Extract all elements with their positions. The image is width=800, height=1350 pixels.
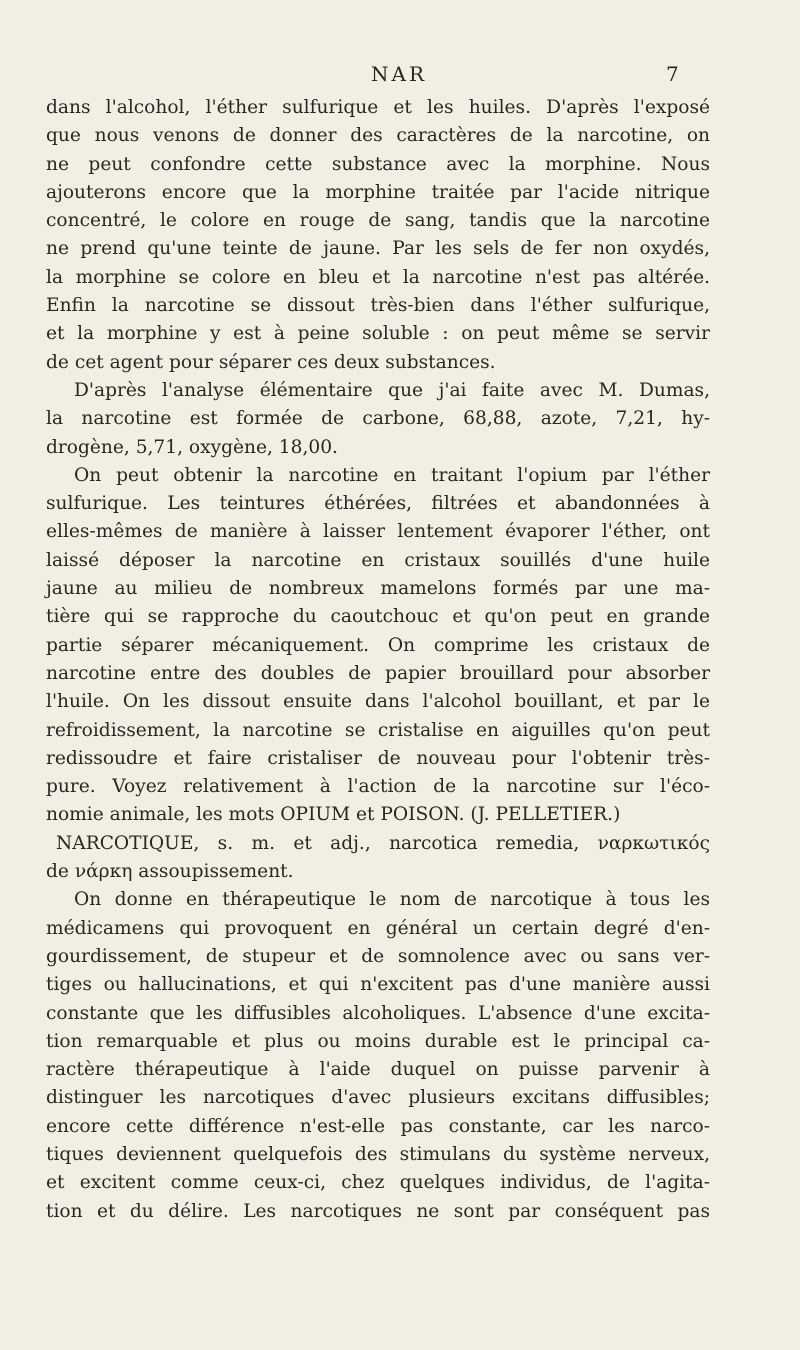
body-text bbox=[46, 94, 710, 1226]
text-line: distinguer les narcotiques d'avec plusieurs excitans diffusibles; bbox=[46, 1087, 710, 1109]
text-line: tiques deviennent quelquefois des stimulans du système nerveux, bbox=[46, 1143, 710, 1165]
text-line: ne peut confondre cette substance avec la morphine. Nous bbox=[46, 153, 710, 175]
text-line: concentré, le colore en rouge de sang, tandis que la narcotine bbox=[46, 210, 710, 232]
text-line: l'huile. On les dissout ensuite dans l'alcohol bouillant, et par le bbox=[46, 691, 710, 713]
text-line: On peut obtenir la narcotine en traitant l'opium par l'éther bbox=[74, 464, 710, 486]
text-line: jaune au milieu de nombreux mamelons formés par une ma- bbox=[46, 578, 710, 600]
text-line: sulfurique. Les teintures éthérées, filtrées et abandonnées à bbox=[46, 493, 710, 515]
text-line: et la morphine y est à peine soluble : on peut même se servir bbox=[46, 323, 710, 345]
text-line: que nous venons de donner des caractères de la narcotine, on bbox=[46, 125, 710, 147]
text-line: On donne en thérapeutique le nom de narcotique à tous les bbox=[74, 889, 710, 911]
text-line: nomie animale, les mots OPIUM et POISON. (J. PELLETIER.) bbox=[46, 804, 621, 826]
text-line: ajouterons encore que la morphine traitée par l'acide nitrique bbox=[46, 181, 710, 203]
entry-heading-line: NARCOTIQUE, s. m. et adj., narcotica remedia, ναρκωτικός bbox=[56, 832, 710, 854]
text-line: constante que les diffusibles alcoholiques. L'absence d'une excita- bbox=[46, 1002, 710, 1024]
text-line: redissoudre et faire cristaliser de nouveau pour l'obtenir très- bbox=[46, 747, 710, 769]
text-line: la morphine se colore en bleu et la narcotine n'est pas altérée. bbox=[46, 266, 710, 288]
running-title: NAR bbox=[371, 62, 428, 86]
text-line: tière qui se rapproche du caoutchouc et qu'on peut en grande bbox=[46, 606, 710, 628]
text-line: partie séparer mécaniquement. On comprime les cristaux de bbox=[46, 634, 710, 656]
text-line: de νάρκη assoupissement. bbox=[46, 861, 294, 883]
text-line: tion remarquable et plus ou moins durable est le principal ca- bbox=[46, 1030, 710, 1052]
text-line: ne prend qu'une teinte de jaune. Par les sels de fer non oxydés, bbox=[46, 238, 710, 260]
text-line: et excitent comme ceux-ci, chez quelques individus, de l'agita- bbox=[46, 1172, 710, 1194]
text-line: pure. Voyez relativement à l'action de la narcotine sur l'éco- bbox=[46, 776, 710, 798]
text-line: encore cette différence n'est-elle pas constante, car les narco- bbox=[46, 1115, 710, 1137]
text-line: refroidissement, la narcotine se cristalise en aiguilles qu'on peut bbox=[46, 719, 710, 741]
running-head bbox=[0, 62, 800, 92]
text-line: tiges ou hallucinations, et qui n'excitent pas d'une manière aussi bbox=[46, 974, 710, 996]
text-line: narcotine entre des doubles de papier brouillard pour absorber bbox=[46, 662, 710, 684]
text-line: gourdissement, de stupeur et de somnolence avec ou sans ver- bbox=[46, 945, 710, 967]
text-line: Enfin la narcotine se dissout très-bien dans l'éther sulfurique, bbox=[46, 295, 710, 317]
text-line: ractère thérapeutique à l'aide duquel on puisse parvenir à bbox=[46, 1059, 710, 1081]
text-line: médicamens qui provoquent en général un certain degré d'en- bbox=[46, 917, 710, 939]
text-line: dans l'alcohol, l'éther sulfurique et les huiles. D'après l'exposé bbox=[46, 97, 710, 118]
text-line: drogène, 5,71, oxygène, 18,00. bbox=[46, 436, 338, 458]
text-line: D'après l'analyse élémentaire que j'ai faite avec M. Dumas, bbox=[74, 379, 710, 401]
text-line: tion et du délire. Les narcotiques ne sont par conséquent pas bbox=[46, 1200, 710, 1222]
text-line: laissé déposer la narcotine en cristaux souillés d'une huile bbox=[46, 549, 710, 571]
text-line: elles-mêmes de manière à laisser lentement évaporer l'éther, ont bbox=[46, 521, 710, 543]
text-line: la narcotine est formée de carbone, 68,88, azote, 7,21, hy- bbox=[46, 408, 710, 430]
text-line: de cet agent pour séparer ces deux substances. bbox=[46, 351, 496, 373]
page-number: 7 bbox=[666, 62, 682, 86]
